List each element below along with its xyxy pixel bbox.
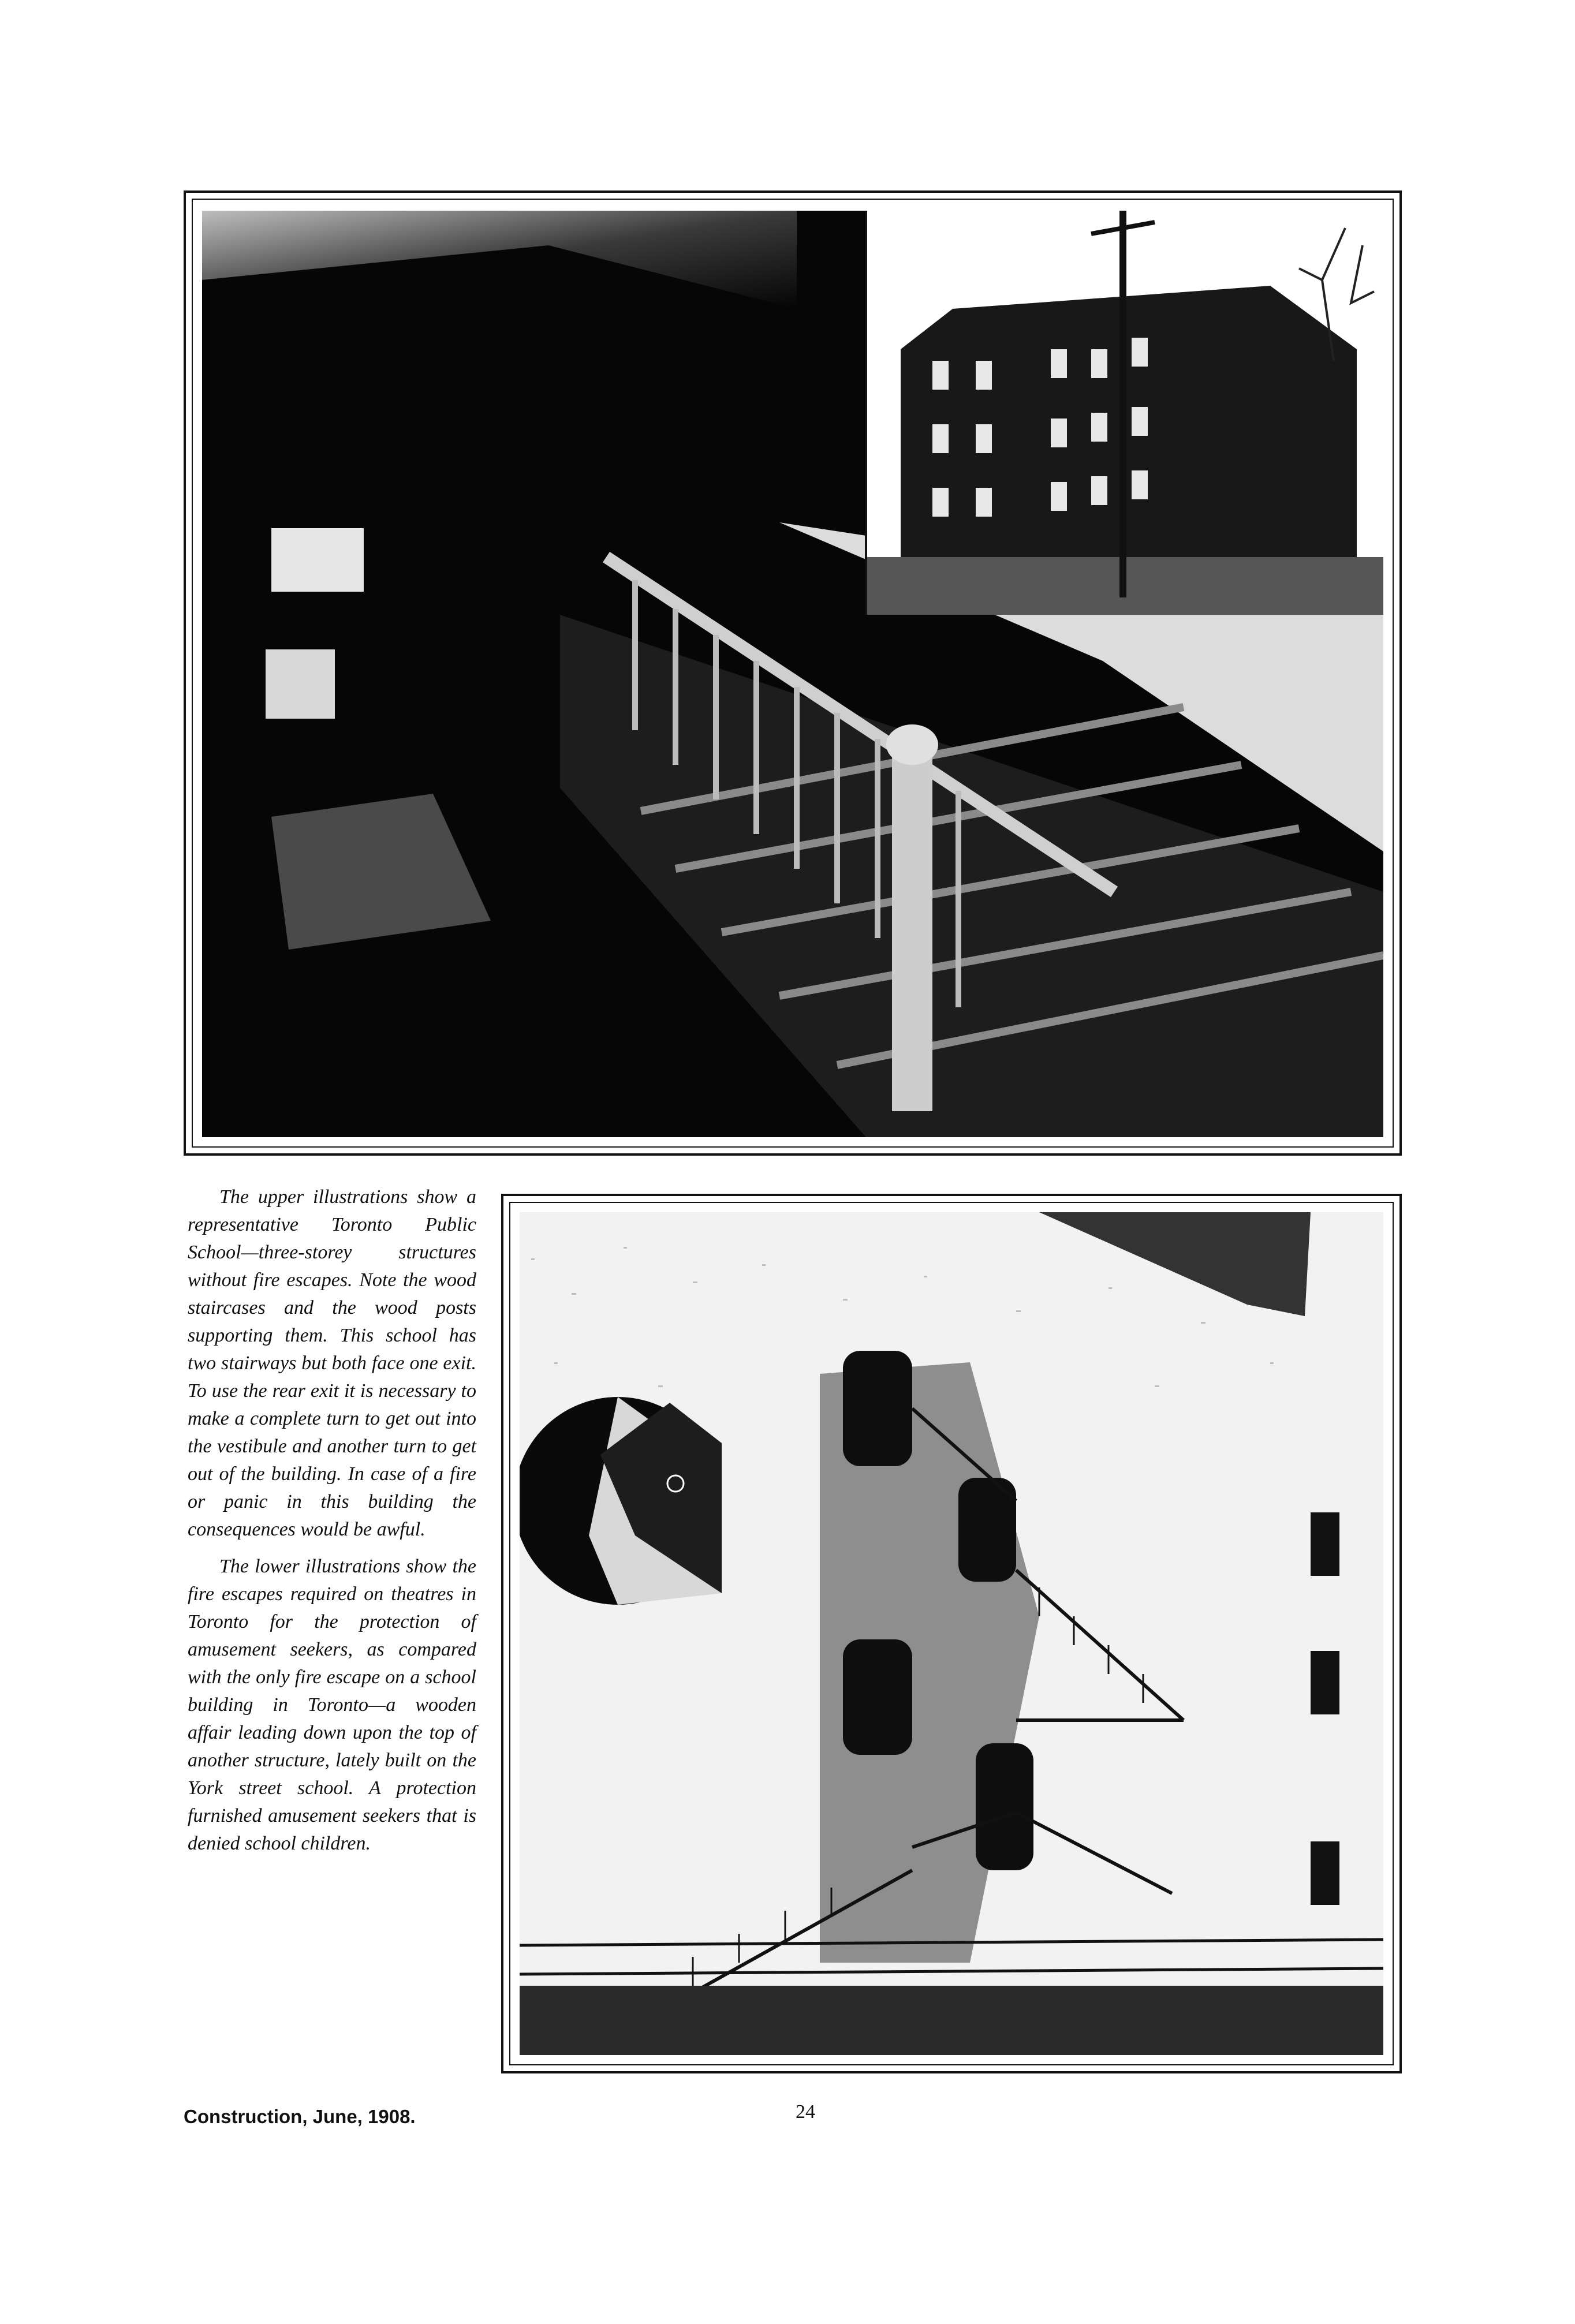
fire-escape-photo bbox=[520, 1212, 1383, 2055]
caption-upper: The upper illustrations show a representative Toronto Public School—three-storey structures without fire escapes. Note the wood staircases and the wood posts supporting them. This school has two stairways but both face one exit. To use the rear exit it is necessary to make a complete turn to get out into the vestibule and another turn to get out of the building. In case of a fire or panic in this building the consequences would be awful. bbox=[188, 1186, 476, 1540]
caption-lower: The lower illustrations show the fire escapes required on theatres in Toronto for the protection of amusement seekers, as compared with the only fire escape on a school building in Toronto—a wooden affair leading down upon the top of another structure, lately built on the York street school. A protection furnished amusement seekers that is denied school children. bbox=[188, 1556, 476, 1854]
page-number: 24 bbox=[796, 2101, 815, 2123]
footer-publication: Construction, June, 1908. bbox=[184, 2106, 416, 2127]
staircase-photo bbox=[202, 211, 1383, 1137]
caption-column bbox=[188, 1183, 476, 1867]
